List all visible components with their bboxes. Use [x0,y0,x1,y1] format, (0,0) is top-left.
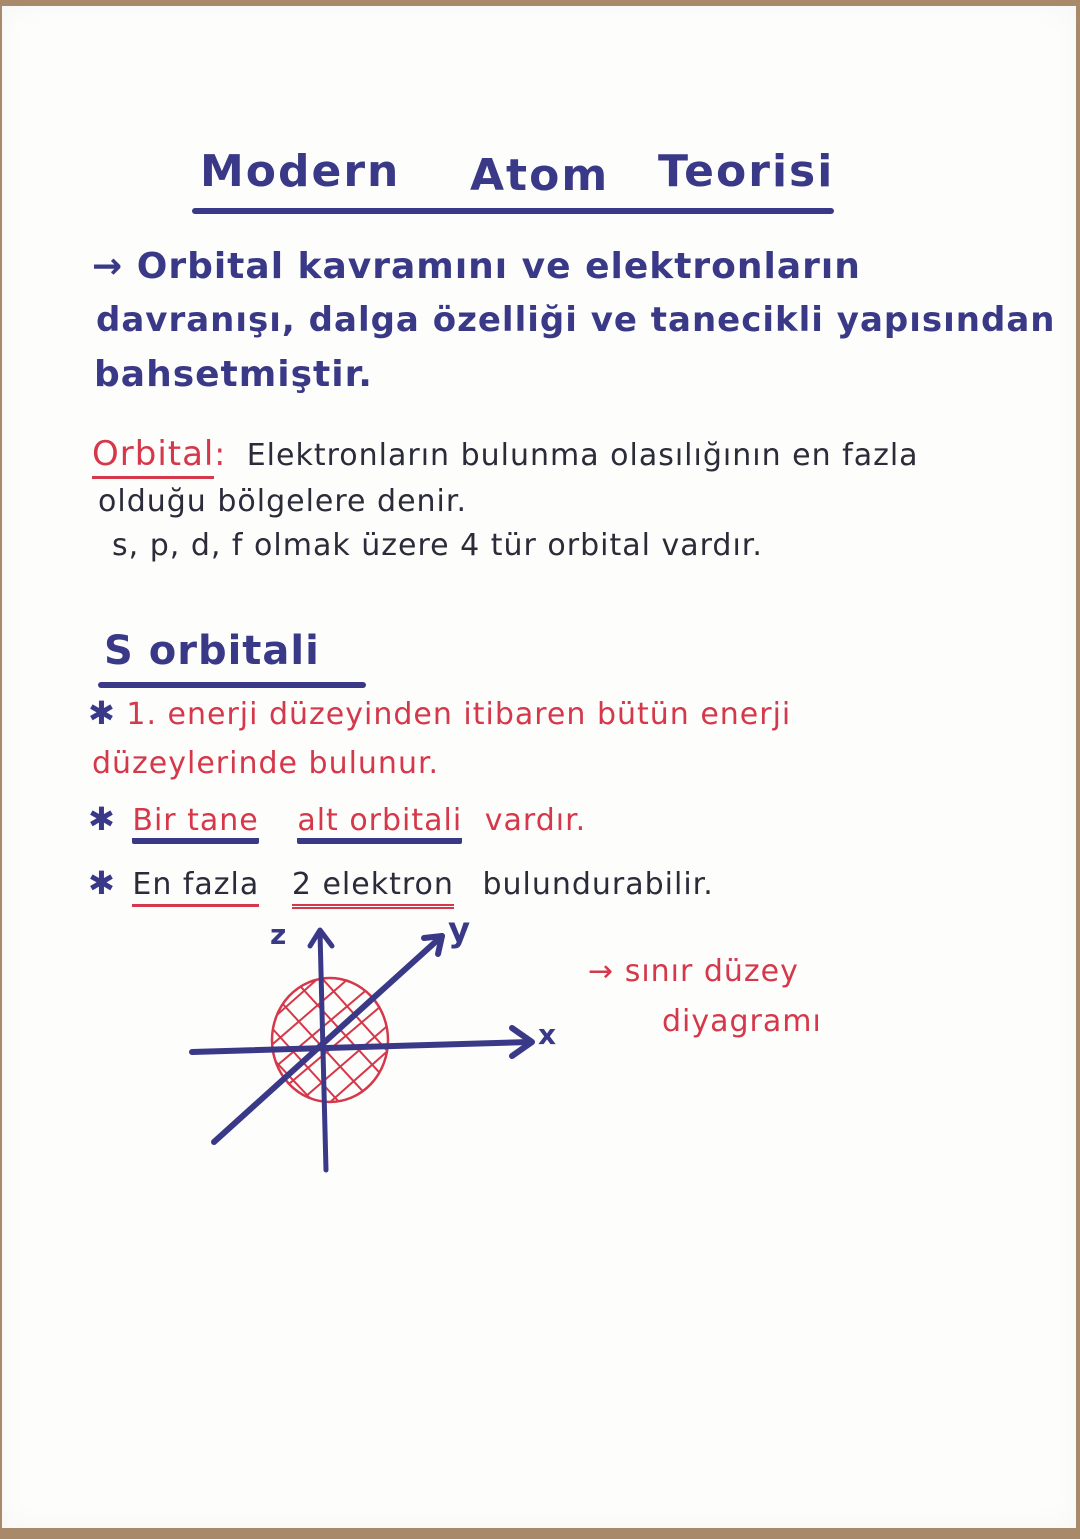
s-orbital-diagram [180,910,600,1190]
bullet-2-underlined-red: Bir tane [132,803,258,844]
bullet-3 [88,864,714,902]
definition-line-1 [92,434,919,474]
annotation-line-2: diyagramı [662,1004,822,1039]
title-word-modern: Modern [200,146,401,197]
intro-text-1: Orbital kavramını ve elektronların [136,246,861,287]
annotation-text-1: sınır düzey [624,954,799,989]
z-axis [320,932,326,1170]
intro-line-3: bahsetmiştir. [94,354,373,395]
title-word-teorisi: Teorisi [658,146,835,197]
arrow-icon: → [92,246,124,287]
intro-line-1 [92,246,861,287]
bullet-2 [88,800,586,838]
bullet-3-underlined-double: 2 elektron [292,867,454,909]
axis-label-z: z [270,918,287,951]
axis-label-x: x [538,1018,557,1051]
bullet-1-line-1 [88,694,791,732]
definition-term: Orbital [92,434,214,479]
star-icon: ✱ [88,694,116,732]
arrow-icon: → [588,954,615,989]
section-heading: S orbitali [104,628,320,674]
section-heading-underline [98,682,366,688]
bullet-2-rest: vardır. [484,803,587,838]
y-axis [214,936,442,1142]
x-axis [192,1042,530,1052]
title-underline [192,208,834,214]
axis-label-y: y [448,910,471,950]
definition-colon: : [214,435,227,473]
bullet-3-rest: bulundurabilir. [482,867,714,902]
bullet-2-underlined-blue: alt orbitali [297,803,462,844]
bullet-1-text-1: 1. enerji düzeyinden itibaren bütün enerji [126,697,792,732]
bullet-3-underlined-red: En fazla [132,867,259,907]
star-icon: ✱ [88,864,116,902]
definition-line-2: olduğu bölgelere denir. [98,484,467,519]
definition-text-1: Elektronların bulunma olasılığının en fazla [246,438,919,473]
title-word-atom: Atom [470,150,610,201]
star-icon: ✱ [88,800,116,838]
annotation-line-1 [588,954,799,989]
intro-line-2: davranışı, dalga özelliği ve tanecikli yapısından [96,300,1056,340]
bullet-1-line-2: düzeylerinde bulunur. [92,746,440,781]
definition-line-3: s, p, d, f olmak üzere 4 tür orbital vardır. [112,528,763,563]
